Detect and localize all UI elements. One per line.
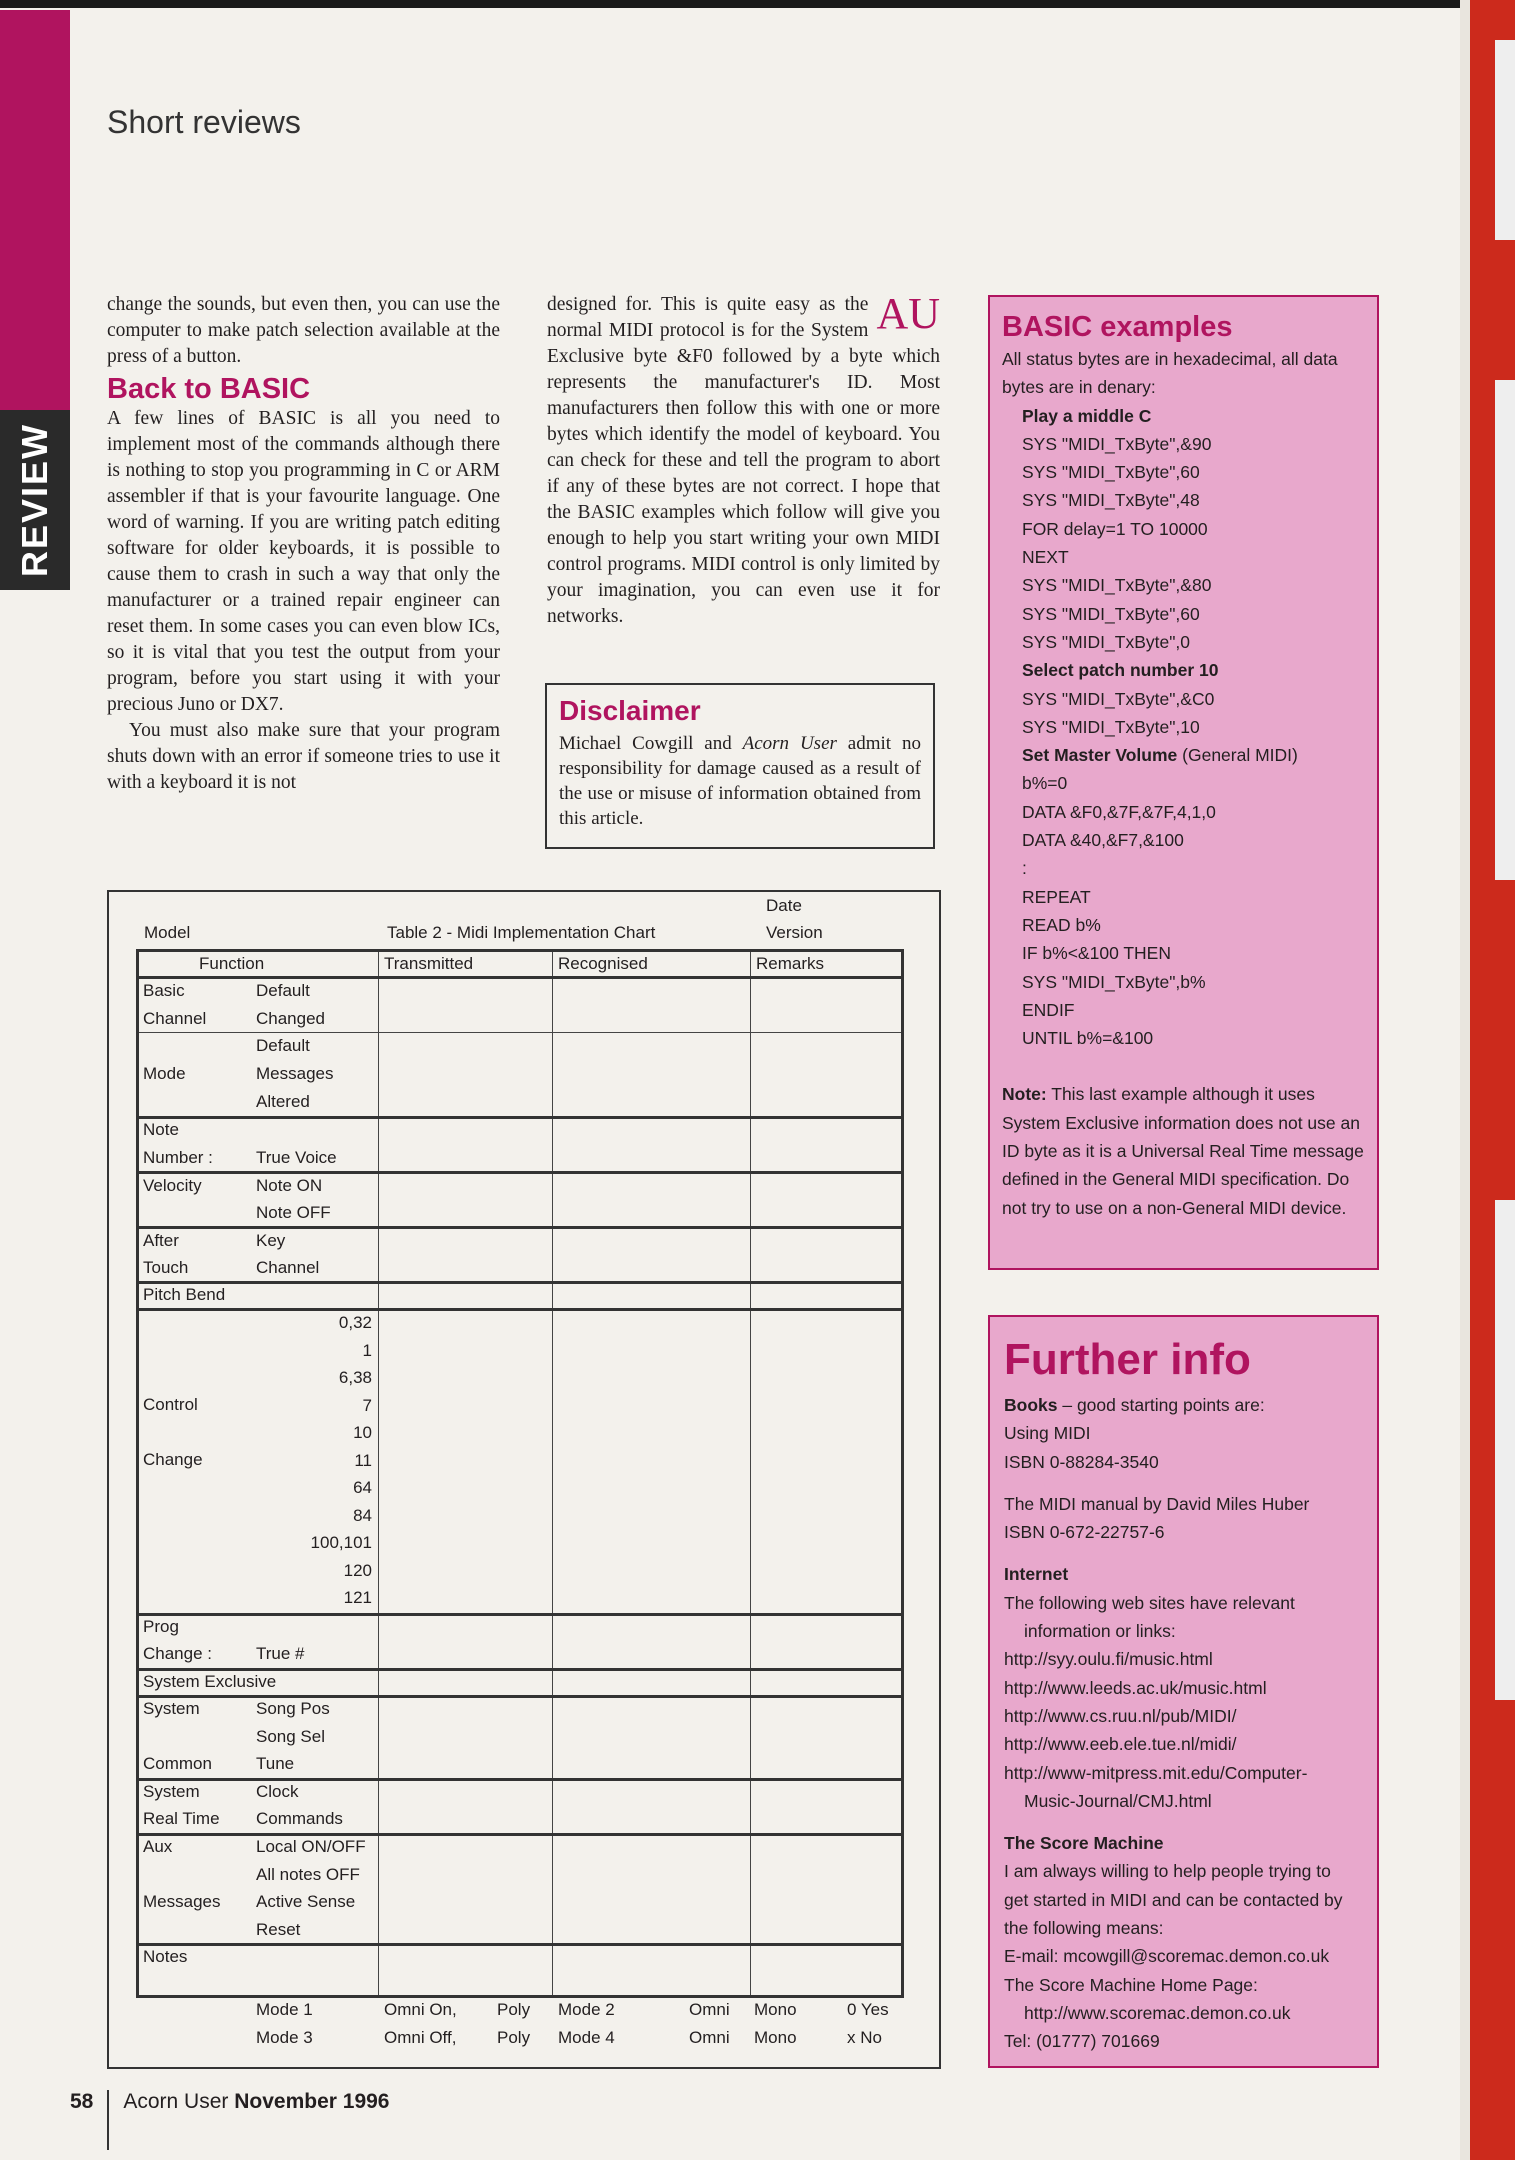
row-label: Common [143, 1754, 212, 1773]
row-label: Touch [143, 1258, 189, 1277]
middle-column [547, 289, 940, 630]
row-sublabel: Reset [256, 1920, 301, 1939]
basic-example-heading [1002, 741, 1365, 769]
row-label: Notes [143, 1947, 188, 1966]
footer-divider [107, 2090, 109, 2150]
disclaimer-text [559, 731, 921, 831]
basic-code-line [1002, 939, 1365, 967]
book-title: The MIDI manual by David Miles Huber [1004, 1493, 1310, 1514]
row-divider [139, 1308, 901, 1311]
url-link[interactable]: http://www.scoremac.demon.co.uk [1024, 2002, 1291, 2023]
book-isbn: ISBN 0-88284-3540 [1004, 1451, 1159, 1472]
telephone: Tel: (01777) 701669 [1004, 2031, 1160, 2052]
code-text: SYS "MIDI_TxByte",&80 [1022, 575, 1212, 596]
internet-intro: information or links: [1024, 1621, 1176, 1642]
row-sublabel: True # [256, 1644, 305, 1663]
basic-code-line [1002, 968, 1365, 996]
row-label: Pitch Bend [143, 1285, 226, 1304]
row-divider [139, 976, 901, 979]
issue-date: November 1996 [234, 2090, 390, 2113]
row-sublabel: Tune [256, 1754, 295, 1773]
basic-intro: All status bytes are in hexadecimal, all data bytes are in denary: [1002, 349, 1338, 398]
row-sublabel: Active Sense [256, 1892, 356, 1911]
control-change-number: 11 [354, 1450, 372, 1470]
column-divider [552, 952, 553, 1995]
row-label: System [143, 1699, 200, 1718]
row-sublabel: Local ON/OFF [256, 1837, 366, 1856]
spine-label [0, 410, 70, 590]
top-bar [0, 0, 1515, 8]
code-text: SYS "MIDI_TxByte",60 [1022, 603, 1200, 624]
control-change-number: 120 [343, 1560, 372, 1580]
legend-item: Mode 1 [256, 2000, 313, 2019]
chart-version-label: Version [766, 923, 823, 942]
row-divider [139, 1281, 901, 1284]
row-sublabel: Song Pos [256, 1699, 330, 1718]
row-label: Number : [143, 1148, 213, 1167]
row-label: Control [143, 1395, 198, 1414]
legend-item: Omni [689, 2028, 730, 2047]
row-divider [139, 1226, 901, 1229]
row-label: Messages [143, 1892, 221, 1911]
legend-item: Mono [754, 2000, 797, 2019]
code-text: NEXT [1022, 547, 1069, 568]
basic-code-line [1002, 543, 1365, 571]
paragraph: A few lines of BASIC is all you need to implement most of the commands although there is nothing to stop you programming in C or ARM assembler if that is your favourite language. One word of warning. If you are writing patch editing software for older keyboards, it is possible to cause them to crash in such a way that only the manufacturer or a trained repair engineer can reset them. In some cases you can even blow ICs, so it is vital that you test the output from your program, before you start using it with your precious Juno or DX7. [107, 408, 500, 715]
row-divider [139, 1695, 901, 1698]
legend-item: Poly [497, 2000, 531, 2019]
page-number: 58 [70, 2090, 94, 2113]
row-label: Basic [143, 981, 185, 1000]
row-label: System Exclusive [143, 1672, 277, 1691]
code-text: SYS "MIDI_TxByte",60 [1022, 462, 1200, 483]
basic-code-line [1002, 996, 1365, 1024]
control-change-number: 10 [353, 1423, 372, 1442]
basic-code-line [1002, 685, 1365, 713]
further-info-title: Further info [1004, 1335, 1251, 1384]
code-text: DATA &40,&F7,&100 [1022, 830, 1184, 851]
control-change-number: 7 [362, 1395, 372, 1415]
legend-item: Omni [689, 2000, 730, 2019]
basic-code-line [1002, 1024, 1365, 1052]
basic-code-lines [1002, 402, 1365, 1053]
basic-code-line [1002, 600, 1365, 628]
control-change-number: 121 [343, 1588, 372, 1607]
basic-code-line [1002, 486, 1365, 514]
row-sublabel: Altered [256, 1092, 310, 1111]
basic-code-line [1002, 883, 1365, 911]
spacer [1004, 1546, 1363, 1560]
row-sublabel: Messages [256, 1064, 334, 1083]
row-label: Velocity [143, 1176, 202, 1195]
row-sublabel: Channel [256, 1258, 320, 1277]
score-label: The Score Machine [1004, 1833, 1164, 1854]
code-text: IF b%<&100 THEN [1022, 943, 1171, 964]
midi-implementation-chart [107, 890, 941, 2069]
row-label: After [143, 1231, 179, 1250]
code-text: UNTIL b%=&100 [1022, 1028, 1154, 1049]
row-divider [139, 1613, 901, 1616]
chart-model-label: Model [144, 923, 191, 942]
code-text: ENDIF [1022, 999, 1075, 1020]
books-text: – good starting points are: [1057, 1395, 1265, 1415]
contact-line: E-mail: mcowgill@scoremac.demon.co.uk [1004, 1946, 1330, 1967]
code-text: SYS "MIDI_TxByte",b% [1022, 971, 1206, 992]
header-recognised: Recognised [558, 954, 648, 973]
magazine-title: Acorn User [123, 2090, 229, 2113]
row-sublabel: Note ON [256, 1176, 323, 1195]
header-function: Function [199, 954, 265, 973]
note-label: Note: [1002, 1084, 1047, 1105]
spine-label-text: REVIEW [14, 422, 55, 578]
url-link[interactable]: Music-Journal/CMJ.html [1024, 1790, 1212, 1811]
row-sublabel: Song Sel [256, 1727, 325, 1746]
left-column [107, 292, 500, 796]
chart-title: Table 2 - Midi Implementation Chart [387, 923, 656, 942]
row-label: System [143, 1782, 200, 1801]
book-title: Using MIDI [1004, 1423, 1091, 1444]
section-title: Short reviews [107, 104, 301, 140]
chart-grid [136, 949, 904, 1998]
disclaimer-text-part: Michael Cowgill and [559, 733, 743, 754]
disclaimer-text-part: admit no responsibility for damage caused as a result of the use or misuse of information obtained from this article. [559, 733, 921, 829]
code-text: Play a middle C [1022, 405, 1152, 426]
url-link[interactable]: http://www.leeds.ac.uk/music.html [1004, 1677, 1267, 1698]
paragraph-text: designed for. This is quite easy as the normal MIDI protocol is for the System Exclusive byte &F0 followed by a byte which represents the manufacturer's ID. Most manufacturers then follow this with one or more bytes which identify the model of keyboard. You can check for these and tell the program to abort if any of these bytes are not correct. I hope that the BASIC examples which follow will give you enough to help you start writing your own MIDI control programs. MIDI control is only limited by your imagination, you can even use it for networks. [547, 294, 940, 627]
legend-item: Poly [497, 2028, 531, 2047]
contact-line: get started in MIDI and can be contacted by [1004, 1889, 1343, 1910]
basic-examples-box [988, 295, 1379, 1270]
row-divider [139, 1032, 901, 1033]
row-divider [139, 1668, 901, 1671]
code-text: DATA &F0,&7F,&7F,4,1,0 [1022, 801, 1216, 822]
paragraph [547, 289, 940, 630]
basic-note [1002, 1080, 1365, 1221]
control-change-number: 100,101 [310, 1533, 372, 1552]
basic-code-line [1002, 826, 1365, 854]
row-label: Aux [143, 1837, 173, 1856]
spacer [1004, 1815, 1363, 1829]
row-label: Prog [143, 1617, 179, 1636]
basic-code-line [1002, 571, 1365, 599]
row-label: Channel [143, 1009, 207, 1028]
code-text: SYS "MIDI_TxByte",0 [1022, 631, 1191, 652]
spacer [1002, 1052, 1365, 1080]
legend-item: 0 Yes [847, 2000, 889, 2019]
row-divider [139, 1171, 901, 1174]
end-mark-logo: AU [876, 289, 940, 338]
internet-intro: The following web sites have relevant [1004, 1592, 1295, 1613]
legend-item: Mode 3 [256, 2028, 313, 2047]
basic-code-line [1002, 769, 1365, 797]
code-text: : [1022, 858, 1027, 879]
row-label: Change [143, 1450, 203, 1469]
control-change-number: 84 [353, 1505, 372, 1525]
row-label: Real Time [143, 1809, 220, 1828]
legend-item: Omni Off, [384, 2028, 457, 2047]
disclaimer-box [545, 683, 935, 849]
code-text: REPEAT [1022, 886, 1091, 907]
url-link[interactable]: http://www.cs.ruu.nl/pub/MIDI/ [1004, 1705, 1237, 1726]
disclaimer-title: Disclaimer [559, 695, 701, 726]
row-label: Change : [143, 1644, 212, 1663]
basic-code-line [1002, 430, 1365, 458]
legend-item: Mono [754, 2028, 797, 2047]
edge-strip [1495, 380, 1515, 880]
url-list [1004, 1645, 1363, 1786]
basic-code-line [1002, 628, 1365, 656]
header-transmitted: Transmitted [384, 954, 474, 973]
code-text: FOR delay=1 TO 10000 [1022, 518, 1208, 539]
score-contact-lines [1004, 1857, 1363, 1998]
basic-code-line [1002, 515, 1365, 543]
control-change-number: 0,32 [338, 1313, 372, 1332]
books-line [1004, 1391, 1363, 1419]
note-text: This last example although it uses System Exclusive information does not use an ID byte as it is a Universal Real Time message defined in the General MIDI specification. Do not try to use on a non-General MIDI device. [1002, 1084, 1364, 1218]
basic-code-line [1002, 911, 1365, 939]
basic-code-line [1002, 458, 1365, 486]
next-page-edge [1470, 0, 1515, 2160]
url-link[interactable]: http://syy.oulu.fi/music.html [1004, 1649, 1213, 1670]
magazine-name: Acorn User [742, 733, 837, 754]
row-label: Mode [143, 1064, 186, 1083]
control-change-number: 64 [353, 1478, 372, 1497]
row-label: Note [143, 1120, 179, 1139]
code-text: SYS "MIDI_TxByte",48 [1022, 490, 1200, 511]
edge-strip [1495, 40, 1515, 240]
code-text: SYS "MIDI_TxByte",&C0 [1022, 688, 1215, 709]
page-footer [70, 2090, 390, 2150]
legend-item: Mode 4 [558, 2028, 615, 2047]
edge-strip [1495, 1200, 1515, 1700]
contact-line: the following means: [1004, 1918, 1164, 1939]
code-text: Select patch number 10 [1022, 660, 1219, 681]
basic-code-line [1002, 798, 1365, 826]
row-sublabel: Key [256, 1231, 286, 1250]
code-text: b%=0 [1022, 773, 1068, 794]
subheading: Back to BASIC [107, 373, 311, 405]
code-text: Set Master Volume [1022, 745, 1178, 766]
row-sublabel: Default [256, 1036, 310, 1055]
header-remarks: Remarks [756, 954, 825, 973]
code-text: READ b% [1022, 914, 1101, 935]
url-link[interactable]: http://www.eeb.ele.tue.nl/midi/ [1004, 1734, 1237, 1755]
row-divider [139, 1116, 901, 1119]
paragraph: change the sounds, but even then, you can use the computer to make patch selection available at the press of a button. [107, 294, 500, 367]
row-sublabel: True Voice [256, 1148, 337, 1167]
internet-label: Internet [1004, 1564, 1069, 1585]
chart-date-label: Date [766, 896, 802, 915]
control-change-number: 1 [362, 1340, 372, 1360]
url-link[interactable]: http://www-mitpress.mit.edu/Computer- [1004, 1762, 1308, 1783]
contact-line: I am always willing to help people trying to [1004, 1861, 1331, 1882]
code-suffix: (General MIDI) [1177, 745, 1298, 766]
legend-item: x No [847, 2028, 882, 2047]
row-sublabel: Clock [256, 1782, 299, 1801]
control-change-number: 6,38 [338, 1368, 372, 1387]
basic-examples-title: BASIC examples [1002, 311, 1233, 343]
basic-example-heading [1002, 402, 1365, 430]
basic-example-heading [1002, 656, 1365, 684]
legend-item: Mode 2 [558, 2000, 615, 2019]
row-divider [139, 1943, 901, 1946]
code-text: SYS "MIDI_TxByte",&90 [1022, 433, 1212, 454]
books-label: Books [1004, 1395, 1058, 1415]
row-sublabel: Changed [256, 1009, 326, 1028]
code-text: SYS "MIDI_TxByte",10 [1022, 716, 1200, 737]
basic-code-line [1002, 713, 1365, 741]
row-sublabel: Note OFF [256, 1203, 331, 1222]
row-sublabel: Commands [256, 1809, 343, 1828]
basic-code-line [1002, 854, 1365, 882]
book-isbn: ISBN 0-672-22757-6 [1004, 1522, 1165, 1543]
column-divider [378, 952, 379, 1995]
paragraph: You must also make sure that your program shuts down with an error if someone tries to use it with a keyboard it is not [107, 720, 500, 793]
spacer [1004, 1476, 1363, 1490]
contact-line: The Score Machine Home Page: [1004, 1974, 1258, 1995]
row-sublabel: Default [256, 981, 310, 1000]
legend-item: Omni On, [384, 2000, 457, 2019]
row-divider [139, 1778, 901, 1781]
row-sublabel: All notes OFF [256, 1865, 360, 1884]
row-divider [139, 1833, 901, 1836]
column-divider [750, 952, 751, 1995]
further-info-box [988, 1315, 1379, 2068]
